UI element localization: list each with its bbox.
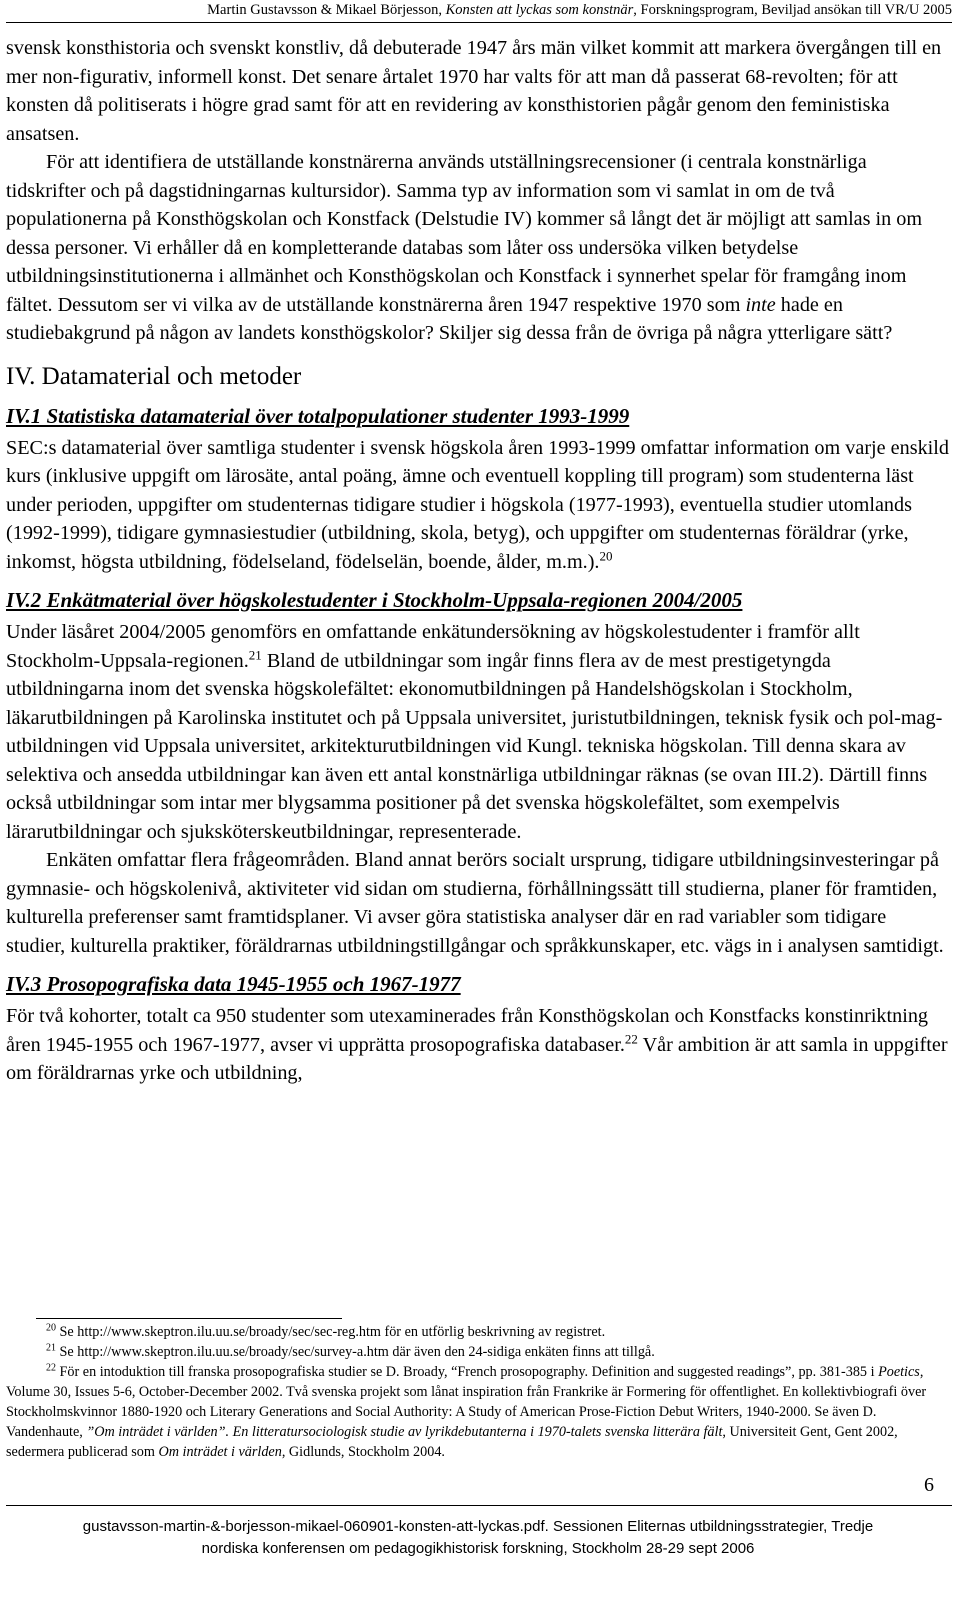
paragraph-iv-3-text-a: För två kohorter, totalt ca 950 studenter som utexaminerades från Konsthögskolan och Konstfacks konstinriktning åren 1945-1955 och 1967-1977, avser vi upprätta prosopografiska databaser. [6,1005,929,1056]
paragraph-iv-2-text-a: Under läsåret 2004/2005 genomförs en omfattande enkätundersökning av högskolestudenter i framför allt Stockholm-Uppsala-regionen. [6,621,860,672]
footnote-20 [6,1322,950,1342]
paragraph-intro [6,34,950,148]
footnote-22 [6,1362,950,1462]
subheading-iv-2: IV.2 Enkätmaterial över högskolestudenter i Stockholm-Uppsala-regionen 2004/2005 [6,588,743,612]
subheading-iv-1: IV.1 Statistiska datamaterial över totalpopulationer studenter 1993-1999 [6,403,630,428]
emphasis-inte: inte [745,293,776,316]
footnote-20-number: 20 [46,1322,56,1334]
footnote-20-text: Se http://www.skeptron.ilu.uu.se/broady/sec/sec-reg.htm för en utförlig beskrivning av registret. [56,1324,606,1340]
footnote-22-number: 22 [46,1362,56,1374]
footnote-22-published-title: Om inträdet i världen [158,1444,282,1460]
footer-rule [6,1505,952,1506]
running-footer [6,1516,950,1560]
footnotes [6,1322,950,1462]
paragraph-iv-2 [6,618,950,846]
footer-line-1: gustavsson-martin-&-borjesson-mikael-060901-konsten-att-lyckas.pdf. Sessionen Eliternas utbildningsstrategier, Tredje [82,1518,874,1535]
header-title: Konsten att lyckas som konstnär [445,2,634,18]
footnote-ref-20[interactable]: 20 [599,547,613,563]
footnote-rule [36,1318,342,1319]
page-number: 6 [924,1474,934,1496]
footnote-ref-21[interactable]: 21 [248,646,262,662]
footnote-22-text-b: , Volume 30, Issues 5-6, October-December 2002. Två svenska projekt som lånat inspiration från Frankrike är Formering för offentlighet. En kollektivbiografi över Stockholmskvinnor 1880-1920 och Literary Generations and Social Authority: A Study of American Prose-Fiction Debut Writers, 1940-2000. Se även D. Vandenhaute, [6,1364,927,1440]
header-rule [6,22,952,23]
paragraph-intro-text: svensk konsthistoria och svenskt konstliv, då debuterade 1947 års män vilket kommit att markera övergången till en mer non-figurativ, informell konst. Det senare årtalet 1970 har valts för att man då passerat 68-revolten; för att konsten då politiserats i högre grad samt för att en revidering av konsthistorien pågår genom den feministiska ansatsen. [6,37,942,145]
section-heading-iv: IV. Datamaterial och metoder [6,362,302,390]
footnote-22-text-a: För en intoduktion till franska prosopografiska studier se D. Broady, “French prosopography. Definition and suggested readings”, pp. 381-385 i [56,1364,879,1380]
footnote-22-title: ”Om inträdet i världen”. En litteratursociologisk studie av lyrikdebutanterna i 1970-talets svenska litterära fält [86,1424,723,1440]
paragraph-iv-2-text-b: Bland de utbildningar som ingår finns flera av de mest prestigetyngda utbildningarna inom det svenska högskolefältet: ekonomutbildningen på Handelshögskolan i Stockholm, läkarutbildningen på Karolinska institutet och på Uppsala universitet, juristutbildningen, teknisk fysik och pol-mag-utbildningen vid Uppsala universitet, arkitekturutbildningen vid Kungl. tekniska högskolan. Till denna skara av selektiva och ansedda utbildningar kan även ett antal konstnärliga utbildningar räknas (se ovan III.2). Därtill finns också utbildningar som intar mer blygsamma positioner på det svenska högskolefältet, som exempelvis lärarutbildningar och sjuksköterskeutbildningar, representerade. [6,649,943,843]
paragraph-identify [6,148,950,348]
header-rest: , Forskningsprogram, Beviljad ansökan till VR/U 2005 [633,2,952,18]
running-header [0,2,952,19]
footnote-ref-22[interactable]: 22 [624,1030,638,1046]
paragraph-identify-text-a: För att identifiera de utställande konstnärerna används utställningsrecensioner (i centrala konstnärliga tidskrifter och på dagstidningarnas kultursidor). Samma typ av information som vi samlat in om de två populationerna på Konsthögskolan och Konstfack (Delstudie IV) kommer så långt det är möjligt att samlas in om dessa personer. Vi erhåller då en kompletterande databas som låter oss undersöka vilken betydelse utbildningsinstitutionerna i allmänhet och Konsthögskolan och Konstfack i synnerhet spelar för framgång inom fältet. Dessutom ser vi vilka av de utställande konstnärerna åren 1947 respektive 1970 som [6,151,923,316]
footnote-21 [6,1342,950,1362]
paragraph-identify-text-b: hade en studiebakgrund på någon av landets konsthögskolor? Skiljer sig dessa från de övriga på några ytterligare sätt? [6,293,893,344]
paragraph-iv-1 [6,434,950,577]
footnote-21-number: 21 [46,1342,56,1354]
main-text [6,34,950,1088]
paragraph-iv-2-survey: Enkäten omfattar flera frågeområden. Bland annat berörs socialt ursprung, tidigare utbildningsinvesteringar på gymnasie- och högskolenivå, aktiviteter vid sidan om studierna, förhållningssätt till studierna, planer för framtiden, kulturella preferenser samt framtidsplaner. Vi avser göra statistiska analyser där en rad variabler som tidigare studier, kulturella praktiker, föräldrarnas utbildningstillgångar och språkkunskaper, etc. vägs in i analysen samtidigt. [6,849,944,957]
paragraph-iv-3 [6,1002,950,1088]
subheading-iv-3: IV.3 Prosopografiska data 1945-1955 och 1967-1977 [6,972,461,996]
paragraph-iv-3-text-b: Vår ambition är att samla in uppgifter om föräldrarnas yrke och utbildning, [6,1033,948,1084]
paragraph-iv-1-text: SEC:s datamaterial över samtliga studenter i svensk högskola åren 1993-1999 omfattar information om varje enskild kurs (inklusive uppgift om lärosäte, antal poäng, ämne och eventuell koppling till program) som studenterna läst under perioden, uppgifter om studenternas tidigare studier i högskola (1977-1993), eventuella studier utomlands (1992-1999), tidigare gymnasiestudier (utbildning, skola, betyg), och uppgifter om studenternas föräldrar (yrke, inkomst, högsta utbildning, födelseland, födelselän, boende, ålder, m.m.). [6,436,949,573]
footnote-22-poetics: Poetics [878,1364,920,1380]
footer-line-2: nordiska konferensen om pedagogikhistorisk forskning, Stockholm 28-29 sept 2006 [201,1540,755,1557]
footnote-22-text-d: , Gidlunds, Stockholm 2004. [281,1444,445,1460]
footnote-22-text-c: , Universiteit Gent, Gent 2002, sedermera publicerad som [6,1424,898,1460]
footnote-21-text: Se http://www.skeptron.ilu.uu.se/broady/sec/survey-a.htm där även den 24-sidiga enkäten finns att tillgå. [56,1344,655,1360]
header-authors: Martin Gustavsson & Mikael Börjesson, [207,2,446,18]
